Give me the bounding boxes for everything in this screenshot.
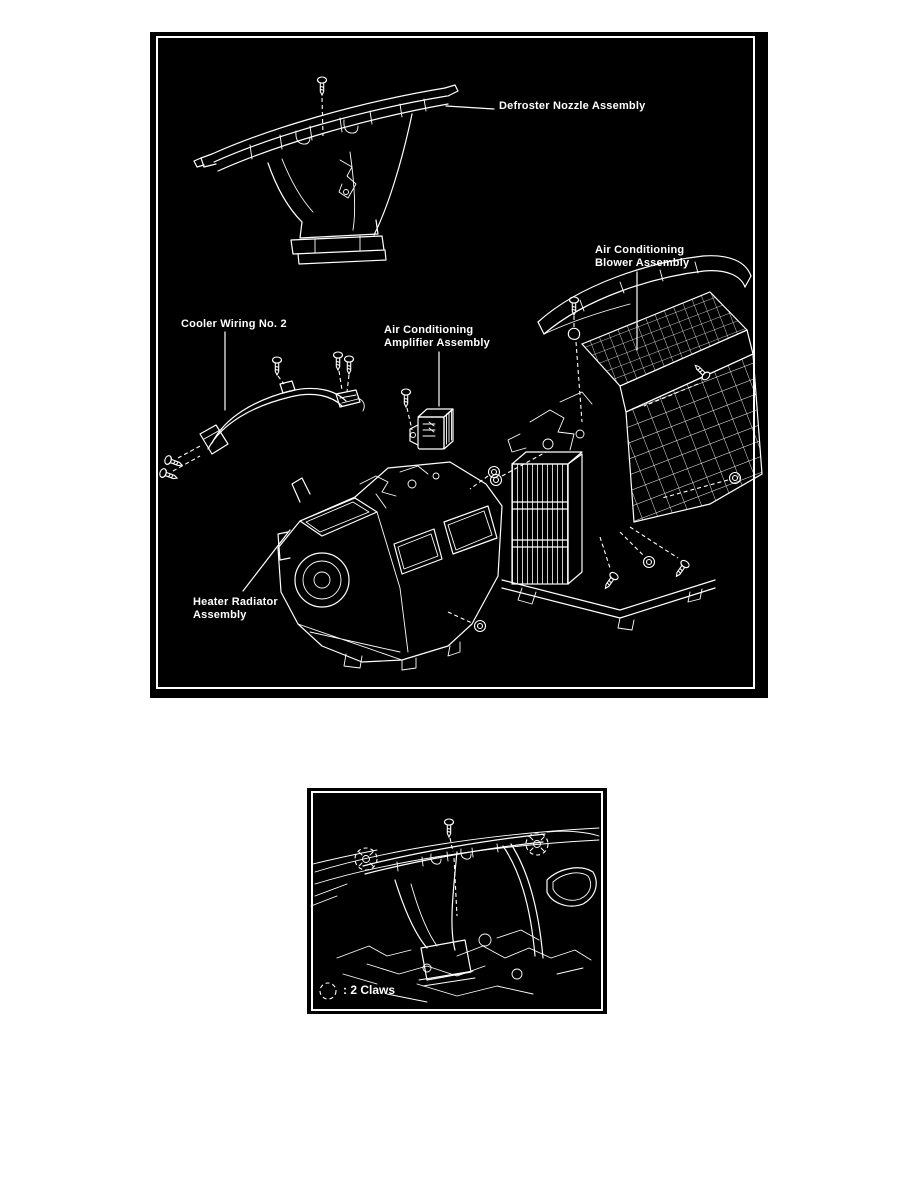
heater-leader-line bbox=[243, 530, 290, 591]
heater-radiator-label bbox=[193, 596, 278, 622]
screw-glyph bbox=[345, 356, 354, 374]
screw-glyph bbox=[692, 362, 711, 381]
blower-label-line2: Blower Assembly bbox=[595, 257, 690, 269]
amplifier-label-line1: Air Conditioning bbox=[384, 324, 474, 336]
washer-glyph bbox=[644, 557, 655, 568]
installation-view-illustration bbox=[307, 788, 607, 1014]
cooler-wiring-drawing bbox=[159, 352, 365, 482]
heater-radiator-drawing bbox=[278, 462, 502, 670]
washer-glyph bbox=[491, 475, 502, 486]
installation-view-panel bbox=[307, 788, 607, 1014]
installed-defroster-drawing bbox=[311, 819, 599, 1002]
heater-label-line2: Assembly bbox=[193, 609, 247, 621]
washer-glyph bbox=[475, 621, 486, 632]
blower-label-line1: Air Conditioning bbox=[595, 244, 685, 256]
washer-glyph bbox=[489, 467, 500, 478]
screw-glyph bbox=[445, 819, 454, 837]
defroster-leader-line bbox=[446, 106, 494, 109]
amplifier-label-line2: Amplifier Assembly bbox=[384, 337, 490, 349]
cooler-wiring-label: Cooler Wiring No. 2 bbox=[181, 318, 287, 330]
screw-glyph bbox=[402, 389, 411, 407]
screw-glyph bbox=[602, 571, 620, 591]
grommet-glyph bbox=[568, 328, 579, 339]
defroster-nozzle-label: Defroster Nozzle Assembly bbox=[499, 100, 646, 112]
screw-glyph bbox=[334, 352, 343, 370]
amplifier-label bbox=[384, 324, 490, 350]
blower-assembly-drawing bbox=[491, 256, 763, 630]
blower-assembly-label bbox=[595, 244, 689, 270]
screw-glyph bbox=[273, 357, 282, 375]
claw-legend-text: : 2 Claws bbox=[343, 983, 396, 997]
screw-glyph bbox=[673, 559, 691, 579]
heater-label-line1: Heater Radiator bbox=[193, 596, 278, 608]
amplifier-drawing bbox=[402, 389, 454, 449]
claw-legend-circle-icon bbox=[320, 983, 336, 999]
defroster-nozzle-drawing bbox=[194, 77, 458, 264]
claw-marker-left bbox=[355, 848, 377, 870]
exploded-view-panel bbox=[150, 32, 768, 698]
screw-glyph bbox=[318, 77, 327, 95]
